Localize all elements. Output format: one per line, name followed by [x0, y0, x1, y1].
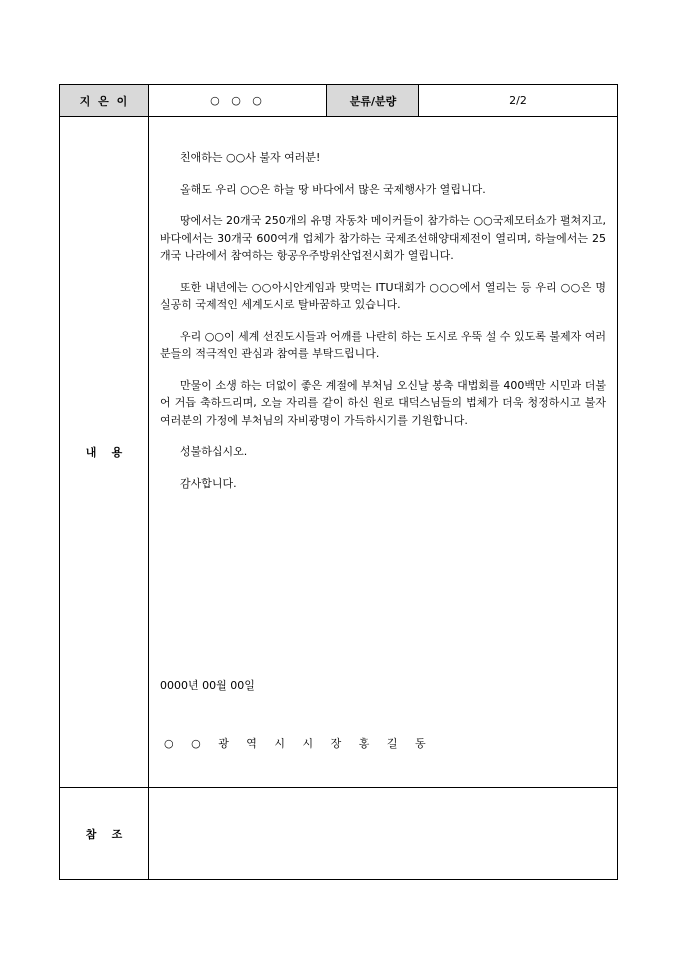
body-label: 내 용 [85, 446, 123, 459]
paragraph-closing-1: 성불하십시오. [180, 445, 248, 458]
category-label: 분류/분량 [327, 85, 419, 116]
paragraph-closing-2: 감사합니다. [180, 476, 237, 490]
letter-date: 0000년 00월 00일 [160, 679, 255, 692]
paragraph-request: 우리 ○○이 세계 선진도시들과 어깨를 나란히 하는 도시로 우뚝 설 수 있도록 불제자 여러분들의 적극적인 관심과 참여를 부탁드립니다. [160, 329, 606, 360]
author-label: 지 은 이 [60, 85, 149, 116]
author-value: ○ ○ ○ [210, 94, 266, 107]
header-divider-2 [418, 85, 419, 116]
label-column-divider [148, 85, 149, 879]
paragraph-next-year: 또한 내년에는 ○○아시안게임과 맞먹는 ITU대회가 ○○○에서 열리는 등 우리 ○○은 명실공히 국제적인 세계도시로 탈바꿈하고 있습니다. [160, 280, 606, 311]
paragraph-intro: 올해도 우리 ○○은 하늘 땅 바다에서 많은 국제행사가 열립니다. [180, 182, 486, 196]
header-divider-1 [326, 85, 327, 116]
letter-signature: ○ ○ 광 역 시 시 장 홍 길 동 [164, 737, 432, 750]
reference-label: 참 조 [85, 827, 123, 841]
letter-body [160, 149, 606, 506]
paragraph-greeting: 친애하는 ○○사 불자 여러분! [180, 151, 321, 164]
paragraph-blessing: 만물이 소생 하는 더없이 좋은 계절에 부처님 오신날 봉축 대법회를 400백만 시민과 더불어 거듭 축하드리며, 오늘 자리를 같이 하신 원로 대덕스님들의 법체가 더욱 청정하시고 불자 여러분의 가정에 부처님의 자비광명이 가득하시기를 기원합니다. [160, 378, 606, 427]
reference-value [149, 788, 617, 879]
paragraph-events: 땅에서는 20개국 250개의 유명 자동차 메이커들이 참가하는 ○○국제모터쇼가 펼쳐지고, 바다에서는 30개국 600여개 업체가 참가하는 국제조선해양대제전이 열리며, 하늘에서는 25개국 나라에서 참여하는 항공우주방위산업전시회가 열립니다. [160, 214, 606, 262]
category-value: 2/2 [509, 94, 527, 107]
document-form [59, 84, 618, 880]
